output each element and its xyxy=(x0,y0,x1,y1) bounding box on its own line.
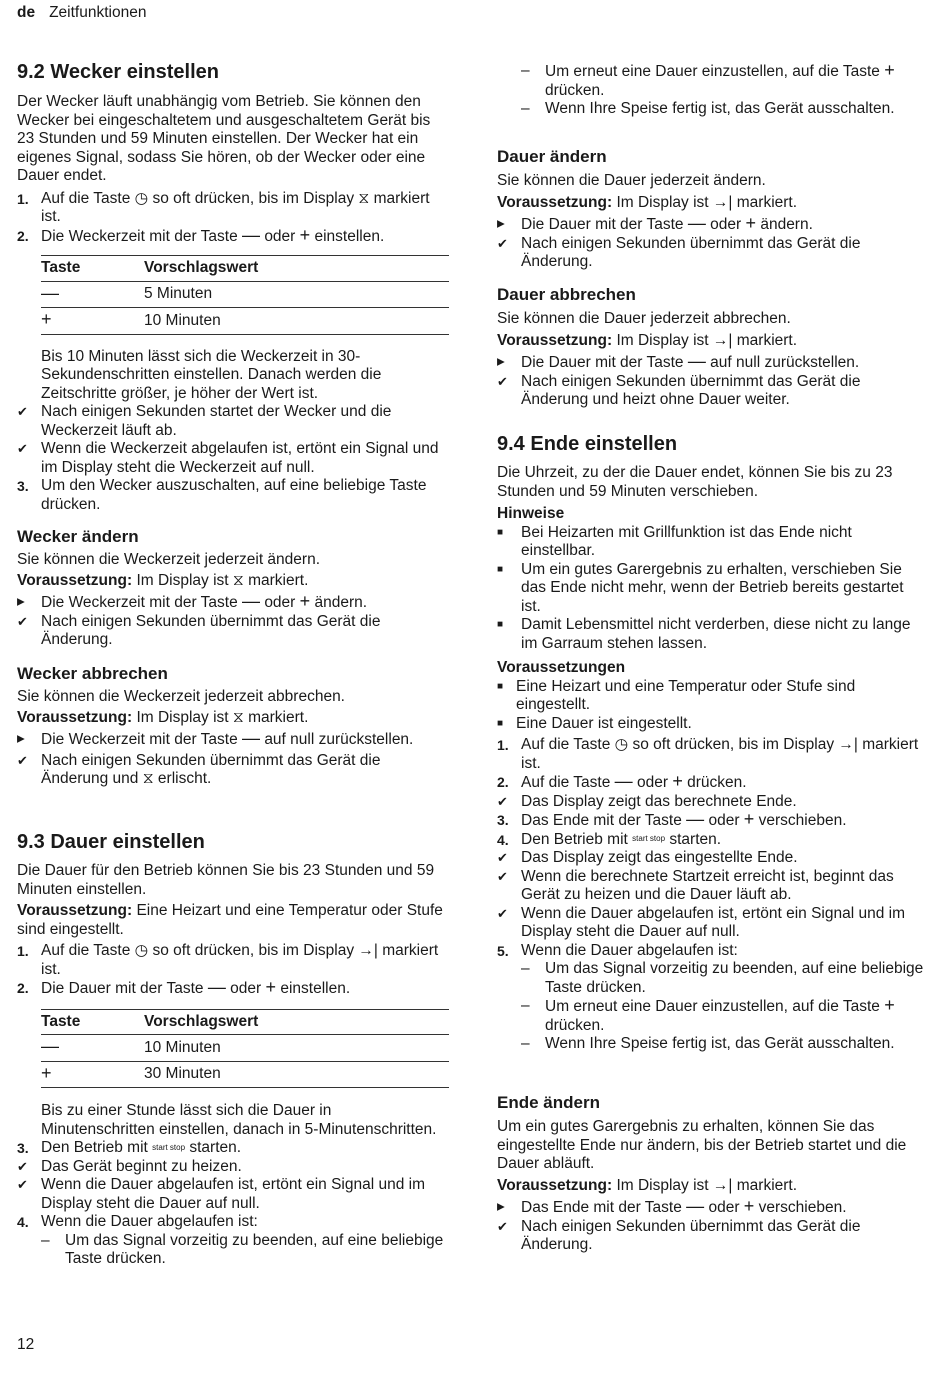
page-header xyxy=(17,4,146,23)
wa-body: Sie können die Weckerzeit jederzeit ändern. Voraussetzung: Im Display ist ⧖ markiert. ▸ Die Weckerzeit mit der Taste — oder + ändern. ✔ Nach einigen Sekunden übernimmt das Gerät die Änderung. xyxy=(17,551,381,648)
check-icon: ✔ xyxy=(17,613,28,629)
minus-icon: — xyxy=(41,282,59,303)
suggestion-table: Taste Vorschlagswert — 10 Minuten + 30 Minuten xyxy=(41,1009,449,1089)
end-arrow-icon: →| xyxy=(712,1176,733,1194)
clock-icon: ◷ xyxy=(134,942,149,959)
hourglass-icon: ⧖ xyxy=(232,708,244,726)
end-arrow-icon: →| xyxy=(838,736,858,753)
s93-continued: – Um erneut eine Dauer einzustellen, auf die Taste + drücken. – Wenn Ihre Speise fertig ist, das Gerät ausschalten. xyxy=(521,60,895,117)
minus-icon: — xyxy=(614,771,633,791)
s92-body xyxy=(17,93,449,514)
language-code: de xyxy=(17,4,36,21)
check-icon: ✔ xyxy=(497,905,508,921)
wb-body: Sie können die Weckerzeit jederzeit abbrechen. Voraussetzung: Im Display ist ⧖ markiert. ▸ Die Weckerzeit mit der Taste — auf null zurückstellen. ✔ Nach einigen Sekunden übernimmt das Gerät die Änderung und ⧖ erlischt. xyxy=(17,688,414,787)
minus-icon: — xyxy=(687,351,706,371)
result: ✔ Nach einigen Sekunden startet der Wecker und die Weckerzeit läuft ab. xyxy=(17,403,392,439)
page-number: 12 xyxy=(17,1336,35,1353)
dash-icon: – xyxy=(521,1035,530,1052)
bullet-icon: ■ xyxy=(497,563,504,575)
chapter-title: Zeitfunktionen xyxy=(49,4,147,21)
end-arrow-icon: →| xyxy=(358,942,378,959)
check-icon: ✔ xyxy=(497,868,508,884)
section-title: 9.4 Ende einstellen xyxy=(497,433,678,455)
plus-icon: + xyxy=(41,309,52,329)
hourglass-icon: ⧖ xyxy=(142,770,154,787)
check-icon: ✔ xyxy=(17,404,28,419)
subsection-title: Dauer abbrechen xyxy=(497,285,636,304)
bullet-icon: ■ xyxy=(497,526,504,538)
minus-icon: — xyxy=(41,1036,59,1056)
plus-icon: + xyxy=(884,995,895,1015)
subsection-title: Wecker abbrechen xyxy=(17,664,168,683)
check-icon: ✔ xyxy=(17,752,28,768)
minus-icon: — xyxy=(242,591,260,611)
plus-icon: + xyxy=(299,591,311,611)
arrow-icon: ▸ xyxy=(497,353,505,370)
plus-icon: + xyxy=(743,1196,755,1216)
check-icon: ✔ xyxy=(497,1218,508,1234)
hourglass-icon: ⧖ xyxy=(232,571,244,589)
minus-icon: — xyxy=(686,1196,705,1216)
s94-body: Die Uhrzeit, zu der die Dauer endet, können Sie bis zu 23 Stunden und 59 Minuten verschieben. Hinweise ■ Bei Heizarten mit Grillfunktion ist das Ende nicht einstellbar. ■ Um ein gutes Garergebnis zu erhalten, verschieben Sie das Ende nicht mehr, wenn der Betrieb bereits gestartet ist. ■ Damit Lebensmittel nicht verderben, diese nicht zu lange im Garraum stehen lassen. Voraussetzungen ■ Eine Heizart und eine Temperatur oder Stufe sind eingestellt. ■ Eine Dauer ist eingestellt. 1. Auf die Taste ◷ so oft drücken, bis im Display →| markiert ist. 2. Auf die Taste — oder + drücken. ✔ Das Display zeigt das berechnete Ende. 3. Das Ende mit der Taste — oder + verschieben. 4. Den Betrieb mit start stop starten. ✔ Das Display zeigt das eingestellte Ende. ✔ Wenn die berechnete Startzeit erreicht ist, beginnt das Gerät zu heizen und die Dauer läuft ab. ✔ Wenn die Dauer abgelaufen ist, ertönt ein Signal und im Display steht die Dauer auf null. 5. Wenn die Dauer abgelaufen ist: – Um das Signal vorzeitig zu beenden, auf eine beliebige Taste drücken. – Um erneut eine Dauer einzustellen, auf die Taste + drücken. – Wenn Ihre Speise fertig ist, das Gerät ausschalten. xyxy=(497,464,924,1052)
minus-icon: — xyxy=(207,977,226,997)
clock-icon: ◷ xyxy=(134,189,149,207)
dash-icon: – xyxy=(521,997,530,1014)
ea-body: Um ein gutes Garergebnis zu erhalten, können Sie das eingestellte Ende nur ändern, bis der Betrieb startet und die Dauer abläuft. Voraussetzung: Im Display ist →| markiert. ▸ Das Ende mit der Taste — oder + verschieben. ✔ Nach einigen Sekunden übernimmt das Gerät die Änderung. xyxy=(497,1118,907,1253)
minus-icon: — xyxy=(242,224,260,245)
clock-icon: ◷ xyxy=(614,736,629,753)
plus-icon: + xyxy=(743,809,755,829)
arrow-icon: ▸ xyxy=(497,215,505,232)
bullet-icon: ■ xyxy=(497,619,504,630)
dash-icon: – xyxy=(521,960,530,977)
bullet-icon: ■ xyxy=(497,680,504,692)
minus-icon: — xyxy=(687,213,706,233)
check-icon: ✔ xyxy=(497,793,508,809)
plus-icon: + xyxy=(884,60,895,80)
minus-icon: — xyxy=(686,809,705,829)
plus-icon: + xyxy=(299,224,311,245)
intro-text: Der Wecker läuft unabhängig vom Betrieb. Sie können den Wecker bei eingeschaltetem und ausgeschaltetem Gerät bis 23 Stunden und 59 Minuten einstellen. Der Wecker hat ein eigenes Signal, sodass Sie hören, ob der Wecker oder eine Dauer endet. xyxy=(17,93,431,184)
arrow-icon: ▸ xyxy=(17,730,25,747)
end-arrow-icon: →| xyxy=(712,331,733,349)
plus-icon: + xyxy=(265,977,277,997)
check-icon: ✔ xyxy=(17,1158,28,1174)
section-title: 9.2 Wecker einstellen xyxy=(17,61,219,83)
plus-icon: + xyxy=(672,771,683,791)
check-icon: ✔ xyxy=(497,373,508,389)
suggestion-table: Taste Vorschlagswert — 5 Minuten + 10 Minuten xyxy=(41,255,449,335)
da-body: Sie können die Dauer jederzeit ändern. Voraussetzung: Im Display ist →| markiert. ▸ Die Dauer mit der Taste — oder + ändern. ✔ Nach einigen Sekunden übernimmt das Gerät die Änderung. xyxy=(497,172,861,270)
section-title: 9.3 Dauer einstellen xyxy=(17,831,205,853)
subsection-title: Dauer ändern xyxy=(497,147,607,166)
minus-icon: — xyxy=(242,728,260,748)
end-arrow-icon: →| xyxy=(712,193,733,211)
subsection-title: Ende ändern xyxy=(497,1093,600,1112)
db-body: Sie können die Dauer jederzeit abbrechen. Voraussetzung: Im Display ist →| markiert. ▸ Die Dauer mit der Taste — auf null zurückstellen. ✔ Nach einigen Sekunden übernimmt das Gerät die Änderung und heizt ohne Dauer weiter. xyxy=(497,310,861,408)
check-icon: ✔ xyxy=(17,441,28,456)
plus-icon: + xyxy=(41,1062,52,1083)
arrow-icon: ▸ xyxy=(17,593,25,610)
arrow-icon: ▸ xyxy=(497,1198,505,1215)
start-stop-icon: start stop xyxy=(152,1142,186,1152)
hourglass-icon: ⧖ xyxy=(358,189,370,207)
dash-icon: – xyxy=(521,100,530,117)
s93-body: Die Dauer für den Betrieb können Sie bis 23 Stunden und 59 Minuten einstellen. Voraussetzung: Eine Heizart und eine Temperatur oder Stufe sind eingestellt. 1. Auf die Taste ◷ so oft drücken, bis im Display →| markiert ist. 2. Die Dauer mit der Taste — oder + einstellen. Taste Vorschlagswert — 10 Minuten + 30 Minuten Bis zu einer Stunde lässt sich die Dauer in Minutenschritten einstellen, danach in 5-Minutenschritten. 3. Den Betrieb mit start stop starten. ✔ Das Gerät beginnt zu heizen. ✔ Wenn die Dauer abgelaufen ist, ertönt ein Signal und im Display steht die Dauer auf null. 4. Wenn die Dauer abgelaufen ist: – Um das Signal vorzeitig zu beenden, auf eine beliebige Taste drücken. xyxy=(17,862,449,1269)
subsection-title: Wecker ändern xyxy=(17,527,139,546)
note: Bis 10 Minuten lässt sich die Weckerzeit in 30-Sekundenschritten einstellen. Danach werden die Zeitschritte größer, je höher der Wert ist. xyxy=(41,347,382,402)
step-1: 1. Auf die Taste ◷ so oft drücken, bis im Display ⧖ markiert ist. xyxy=(17,189,430,225)
check-icon: ✔ xyxy=(17,1177,28,1192)
check-icon: ✔ xyxy=(497,235,508,251)
check-icon: ✔ xyxy=(497,850,508,865)
step-3: 3. Um den Wecker auszuschalten, auf eine beliebige Taste drücken. xyxy=(17,477,427,513)
start-stop-icon: start stop xyxy=(632,834,666,844)
dash-icon: – xyxy=(521,62,530,79)
step-2: 2. Die Weckerzeit mit der Taste — oder + einstellen. xyxy=(17,224,385,245)
result: ✔ Wenn die Weckerzeit abgelaufen ist, ertönt ein Signal und im Display steht die Weckerzeit auf null. xyxy=(17,440,439,476)
plus-icon: + xyxy=(745,213,757,233)
dash-icon: – xyxy=(41,1231,50,1249)
bullet-icon: ■ xyxy=(497,717,504,729)
